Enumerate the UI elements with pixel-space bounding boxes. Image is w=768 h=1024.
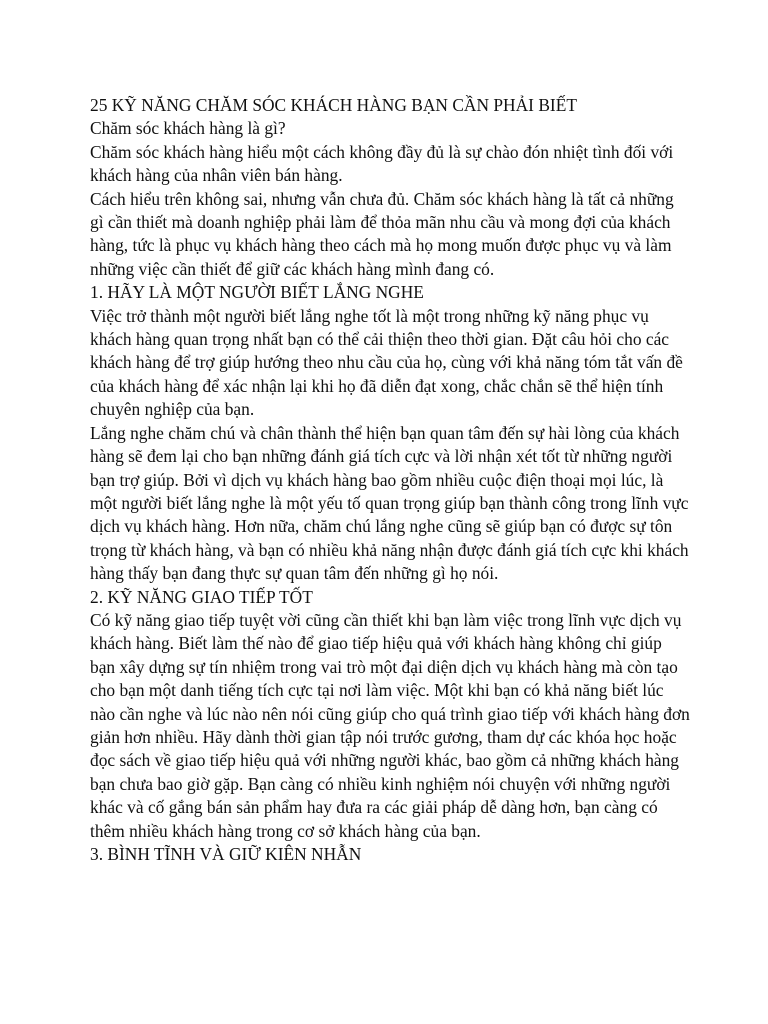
- paragraph-listening-1: Việc trở thành một người biết lắng nghe tốt là một trong những kỹ năng phục vụ khách hàng quan trọng nhất bạn có thể cải thiện theo thời gian. Đặt câu hỏi cho các khách hàng để trợ giúp hướng theo nhu cầu của họ, cùng với khả năng tóm tắt vấn đề của khách hàng để xác nhận lại khi họ đã diễn đạt xong, chắc chắn sẽ thể hiện tính chuyên nghiệp của bạn.: [90, 305, 683, 420]
- question-what-is-customer-care: Chăm sóc khách hàng là gì?: [90, 118, 286, 139]
- heading-skill-2-communication: 2. KỸ NĂNG GIAO TIẾP TỐT: [90, 586, 313, 607]
- paragraph-full-definition: Cách hiểu trên không sai, nhưng vẫn chưa đủ. Chăm sóc khách hàng là tất cả những gì cần thiết mà doanh nghiệp phải làm để thỏa mãn nhu cầu và mong đợi của khách hàng, tức là phục vụ khách hàng theo cách mà họ mong muốn được phục vụ và làm những việc cần thiết để giữ các khách hàng mình đang có.: [90, 188, 674, 279]
- paragraph-incomplete-definition: Chăm sóc khách hàng hiểu một cách không đầy đủ là sự chào đón nhiệt tình đối với khách hàng của nhân viên bán hàng.: [90, 141, 674, 186]
- paragraph-listening-2: Lắng nghe chăm chú và chân thành thể hiện bạn quan tâm đến sự hài lòng của khách hàng sẽ đem lại cho bạn những đánh giá tích cực và lời nhận xét tốt từ những người bạn trợ giúp. Bởi vì dịch vụ khách hàng bao gồm nhiều cuộc điện thoại mọi lúc, là một người biết lắng nghe là một yếu tố quan trọng giúp bạn thành công trong lĩnh vực dịch vụ khách hàng. Hơn nữa, chăm chú lắng nghe cũng sẽ giúp bạn có được sự tôn trọng từ khách hàng, và bạn có nhiều khả năng nhận được đánh giá tích cực khi khách hàng thấy bạn đang thực sự quan tâm đến những gì họ nói.: [90, 422, 689, 584]
- document-title: 25 KỸ NĂNG CHĂM SÓC KHÁCH HÀNG BẠN CẦN PHẢI BIẾT: [90, 95, 577, 115]
- heading-skill-1-listening: 1. HÃY LÀ MỘT NGƯỜI BIẾT LẮNG NGHE: [90, 282, 424, 303]
- heading-skill-3-patience: 3. BÌNH TĨNH VÀ GIỮ KIÊN NHẪN: [90, 844, 362, 864]
- paragraph-communication: Có kỹ năng giao tiếp tuyệt vời cũng cần thiết khi bạn làm việc trong lĩnh vực dịch vụ khách hàng. Biết làm thế nào để giao tiếp hiệu quả với khách hàng không chỉ giúp bạn xây dựng sự tín nhiệm trong vai trò một đại diện dịch vụ khách hàng mà còn tạo cho bạn một danh tiếng tích cực tại nơi làm việc. Một khi bạn có khả năng biết lúc nào cần nghe và lúc nào nên nói cũng giúp cho quá trình giao tiếp với khách hàng đơn giản hơn nhiều. Hãy dành thời gian tập nói trước gương, tham dự các khóa học hoặc đọc sách về giao tiếp hiệu quả với những người khác, bao gồm cả những khách hàng bạn chưa bao giờ gặp. Bạn càng có nhiều kinh nghiệm nói chuyện với những người khác và cố gắng bán sản phẩm hay đưa ra các giải pháp dễ dàng hơn, bạn càng có thêm nhiều khách hàng trong cơ sở khách hàng của bạn.: [90, 609, 690, 841]
- document-body: [90, 94, 690, 866]
